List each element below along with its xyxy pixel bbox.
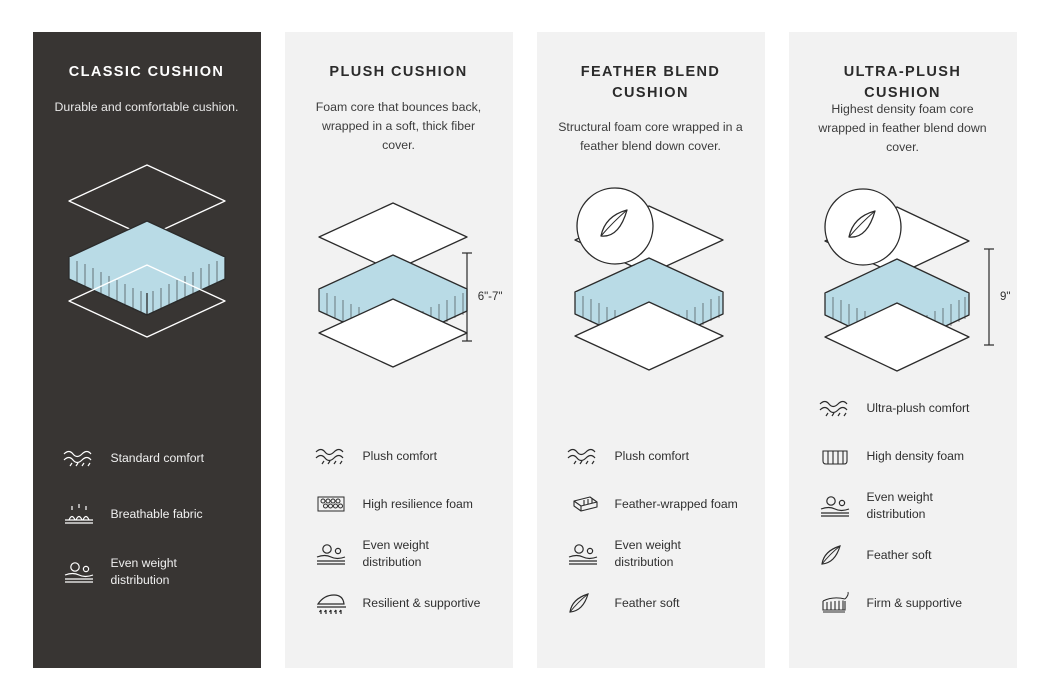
wave-lines-icon <box>817 393 853 423</box>
cushion-card-plush[interactable] <box>285 32 513 668</box>
feature-label: Even weight distribution <box>866 490 933 521</box>
card-title: ULTRA-PLUSH CUSHION <box>843 64 962 102</box>
feature-item <box>565 489 739 519</box>
feature-label: Feather soft <box>614 595 680 610</box>
dimension-annotation <box>461 249 503 345</box>
wave-lines-icon <box>313 441 349 471</box>
cushion-card-ultra-plush[interactable] <box>789 32 1017 668</box>
card-description: Structural foam core wrapped in a feather blend down cover. <box>558 120 743 154</box>
feature-item <box>565 588 739 618</box>
even-weight-icon <box>313 539 349 569</box>
dimension-label: 6"-7" <box>477 291 503 304</box>
card-description: Foam core that bounces back, wrapped in a soft, thick fiber cover. <box>315 100 482 153</box>
even-weight-icon <box>817 491 853 521</box>
breathable-fabric-icon <box>61 499 97 529</box>
spacer <box>565 636 739 646</box>
feature-item <box>817 393 991 423</box>
high-density-foam-icon <box>817 441 853 471</box>
dimension-annotation <box>983 245 1010 349</box>
feature-label: Plush comfort <box>614 448 690 463</box>
feature-item <box>61 499 235 529</box>
card-title: PLUSH CUSHION <box>329 64 468 80</box>
feature-label: Ultra-plush comfort <box>866 400 970 415</box>
feature-label: Even weight distribution <box>614 538 681 569</box>
feature-list <box>53 443 241 646</box>
feature-label: Standard comfort <box>110 450 204 465</box>
feature-list <box>557 441 745 646</box>
cushion-exploded-diagram <box>301 181 503 391</box>
feature-item <box>817 489 991 522</box>
cushion-card-feather-blend[interactable] <box>537 32 765 668</box>
feature-item <box>313 588 487 618</box>
card-description: Durable and comfortable cushion. <box>54 100 239 114</box>
resilient-support-icon <box>313 588 349 618</box>
cushion-exploded-diagram <box>805 183 1011 393</box>
feature-item <box>817 540 991 570</box>
leaf-icon <box>565 588 601 618</box>
feature-label: Feather-wrapped foam <box>614 496 738 511</box>
firm-support-icon <box>817 588 853 618</box>
feature-list <box>305 441 493 646</box>
even-weight-icon <box>565 539 601 569</box>
feature-label: High resilience foam <box>362 496 473 511</box>
card-title: CLASSIC CUSHION <box>68 64 225 80</box>
feature-label: Even weight distribution <box>110 556 177 587</box>
feature-label: Resilient & supportive <box>362 595 481 610</box>
feature-label: Plush comfort <box>362 448 438 463</box>
card-description: Highest density foam core wrapped in feather blend down cover. <box>818 101 987 155</box>
wave-lines-icon <box>61 443 97 473</box>
feature-item <box>61 555 235 588</box>
feature-label: Breathable fabric <box>110 506 203 521</box>
feature-item <box>61 443 235 473</box>
feature-item <box>817 588 991 618</box>
feature-item <box>313 441 487 471</box>
dimension-label: 9" <box>1000 291 1011 304</box>
feature-label: Even weight distribution <box>362 538 429 569</box>
feature-item <box>313 537 487 570</box>
cushion-exploded-diagram <box>553 182 749 392</box>
cushion-exploded-diagram <box>49 143 245 353</box>
feature-item <box>565 537 739 570</box>
feature-item <box>817 441 991 471</box>
cushion-card-classic[interactable] <box>33 32 261 668</box>
wave-lines-icon <box>565 441 601 471</box>
feature-item <box>565 441 739 471</box>
feature-label: Feather soft <box>866 547 932 562</box>
card-title: FEATHER BLEND CUSHION <box>580 64 721 102</box>
leaf-icon <box>817 540 853 570</box>
spacer <box>313 636 487 646</box>
feature-item <box>313 489 487 519</box>
feature-label: High density foam <box>866 448 965 463</box>
honeycomb-foam-icon <box>313 489 349 519</box>
spacer <box>817 636 991 646</box>
feather-wrapped-foam-icon <box>565 489 601 519</box>
feature-list <box>809 393 997 646</box>
feature-label: Firm & supportive <box>866 595 962 610</box>
even-weight-icon <box>61 557 97 587</box>
